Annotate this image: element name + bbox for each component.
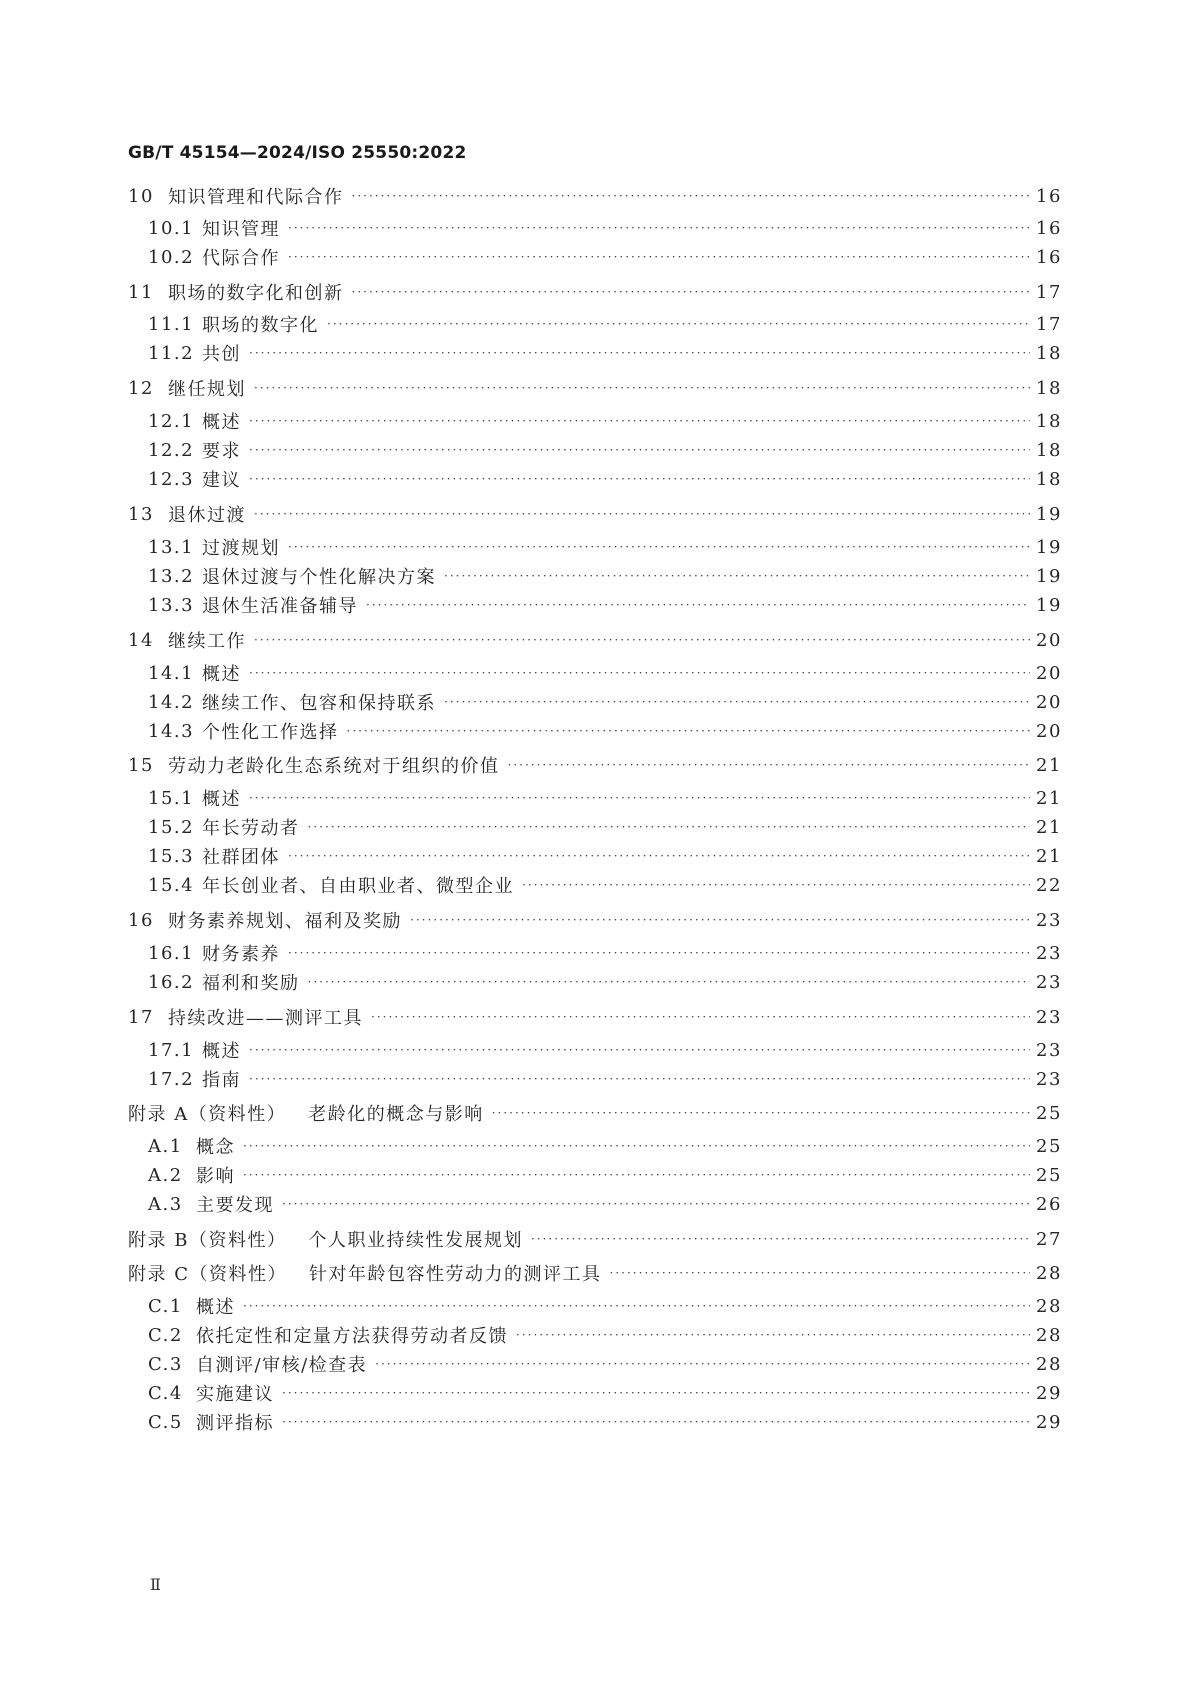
toc-entry-title: 概念	[196, 1137, 235, 1158]
toc-entry-title: 代际合作	[202, 248, 280, 269]
toc-entry-title: 概述	[202, 412, 241, 433]
toc-entry-page: 19	[1036, 594, 1062, 616]
toc-entry-number: 10	[128, 185, 154, 207]
toc-entry-page: 16	[1036, 217, 1062, 239]
toc-entry-number: 附录 B（资料性）	[128, 1230, 287, 1251]
toc-entry-title: 依托定性和定量方法获得劳动者反馈	[196, 1326, 508, 1347]
toc-entry-title: 福利和奖励	[202, 973, 300, 994]
toc-leader-dots	[444, 561, 1030, 591]
toc-entry-page: 18	[1036, 342, 1062, 364]
toc-leader-dots	[288, 938, 1030, 968]
toc-entry-title: 过渡规划	[202, 538, 280, 559]
toc-entry-page: 23	[1036, 1006, 1062, 1028]
toc-entry[interactable]	[128, 1189, 1062, 1219]
toc-entry-page: 27	[1036, 1228, 1062, 1250]
toc-entry-page: 18	[1036, 377, 1062, 399]
toc-leader-dots	[243, 1131, 1030, 1161]
toc-entry-page: 17	[1036, 313, 1062, 335]
toc-entry[interactable]	[128, 242, 1062, 272]
toc-entry-number: 16.1	[148, 942, 195, 964]
toc-entry-page: 18	[1036, 410, 1062, 432]
toc-leader-dots	[254, 499, 1030, 529]
toc-entry[interactable]	[128, 499, 1062, 529]
toc-entry-page: 21	[1036, 845, 1062, 867]
toc-entry-number: 17	[128, 1006, 154, 1028]
toc-entry-number: 15	[128, 754, 154, 776]
toc-entry[interactable]	[128, 464, 1062, 494]
toc-entry[interactable]	[128, 590, 1062, 620]
toc-entry[interactable]	[128, 1378, 1062, 1408]
toc-entry-title: 概述	[202, 1041, 241, 1062]
toc-entry-title: 持续改进——测评工具	[168, 1008, 363, 1029]
toc-entry-number: 12.2	[148, 439, 195, 461]
toc-entry[interactable]	[128, 1258, 1062, 1288]
toc-leader-dots	[249, 338, 1030, 368]
toc-entry-number: 16.2	[148, 971, 195, 993]
toc-entry-number: C.5	[148, 1411, 183, 1433]
toc-entry-page: 21	[1036, 754, 1062, 776]
toc-entry-number: 14.3	[148, 720, 195, 742]
toc-entry-page: 29	[1036, 1411, 1062, 1433]
toc-leader-dots	[410, 905, 1030, 935]
toc-leader-dots	[444, 687, 1030, 717]
toc-entry-page: 28	[1036, 1324, 1062, 1346]
toc-leader-dots	[347, 716, 1031, 746]
toc-entry[interactable]	[128, 967, 1062, 997]
toc-entry-page: 28	[1036, 1353, 1062, 1375]
toc-entry-page: 28	[1036, 1295, 1062, 1317]
toc-leader-dots	[610, 1258, 1031, 1288]
toc-entry-title: 职场的数字化和创新	[168, 283, 344, 304]
toc-entry-number: 12	[128, 377, 154, 399]
toc-entry-title: 退休生活准备辅导	[202, 596, 358, 617]
toc-entry-number: 14	[128, 629, 154, 651]
toc-entry-page: 25	[1036, 1164, 1062, 1186]
toc-entry-title: 继续工作、包容和保持联系	[202, 693, 436, 714]
toc-leader-dots	[249, 406, 1030, 436]
toc-leader-dots	[516, 1320, 1030, 1350]
toc-entry-title: 实施建议	[196, 1384, 274, 1405]
toc-leader-dots	[327, 309, 1030, 339]
toc-entry[interactable]	[128, 658, 1062, 688]
toc-entry-title: 测评指标	[196, 1413, 274, 1434]
toc-entry-title: 概述	[202, 664, 241, 685]
toc-entry-page: 20	[1036, 720, 1062, 742]
toc-leader-dots	[531, 1224, 1030, 1254]
toc-entry-title: 指南	[202, 1070, 241, 1091]
toc-entry[interactable]	[128, 1160, 1062, 1190]
toc-entry-number: 15.1	[148, 787, 195, 809]
toc-leader-dots	[282, 1407, 1030, 1437]
toc-entry[interactable]	[128, 406, 1062, 436]
toc-entry-number: 12.1	[148, 410, 195, 432]
toc-leader-dots	[249, 1064, 1030, 1094]
toc-entry-number: 15.4	[148, 874, 195, 896]
toc-entry-page: 26	[1036, 1193, 1062, 1215]
toc-entry-number: 13	[128, 503, 154, 525]
toc-entry-title: 共创	[202, 344, 241, 365]
toc-entry-number: 12.3	[148, 468, 195, 490]
toc-entry[interactable]	[128, 625, 1062, 655]
toc-entry-page: 28	[1036, 1262, 1062, 1284]
toc-entry-number: 11.1	[148, 313, 195, 335]
toc-leader-dots	[249, 783, 1030, 813]
toc-leader-dots	[375, 1349, 1030, 1379]
toc-entry-title: 建议	[202, 470, 241, 491]
toc-entry[interactable]	[128, 841, 1062, 871]
toc-entry[interactable]	[128, 373, 1062, 403]
toc-entry-page: 22	[1036, 874, 1062, 896]
toc-entry-title: 年长劳动者	[202, 818, 300, 839]
toc-entry[interactable]	[128, 213, 1062, 243]
toc-entry-title: 社群团体	[202, 847, 280, 868]
toc-entry[interactable]	[128, 1291, 1062, 1321]
toc-leader-dots	[254, 373, 1030, 403]
toc-entry-title: 财务素养	[202, 944, 280, 965]
toc-entry-title: 要求	[202, 441, 241, 462]
toc-entry[interactable]	[128, 783, 1062, 813]
toc-entry-number: 15.2	[148, 816, 195, 838]
toc-entry-page: 20	[1036, 629, 1062, 651]
toc-entry-page: 17	[1036, 281, 1062, 303]
toc-entry-number: 附录 C（资料性）	[128, 1264, 287, 1285]
toc-entry-title: 主要发现	[196, 1195, 274, 1216]
toc-entry[interactable]	[128, 338, 1062, 368]
toc-entry-number: 13.3	[148, 594, 195, 616]
toc-entry[interactable]	[128, 687, 1062, 717]
toc-entry-number: 15.3	[148, 845, 195, 867]
toc-leader-dots	[352, 181, 1031, 211]
toc-entry-page: 20	[1036, 662, 1062, 684]
toc-entry-title: 财务素养规划、福利及奖励	[168, 911, 402, 932]
toc-entry[interactable]	[128, 1064, 1062, 1094]
toc-entry-title: 继续工作	[168, 631, 246, 652]
toc-entry-page: 18	[1036, 468, 1062, 490]
toc-entry-number: C.2	[148, 1324, 183, 1346]
toc-leader-dots	[282, 1378, 1030, 1408]
toc-entry-page: 19	[1036, 503, 1062, 525]
toc-entry[interactable]	[128, 812, 1062, 842]
toc-entry-number: 14.2	[148, 691, 195, 713]
toc-entry-page: 25	[1036, 1135, 1062, 1157]
toc-entry-title: 影响	[196, 1166, 235, 1187]
toc-entry-number: C.3	[148, 1353, 183, 1375]
toc-entry[interactable]	[128, 905, 1062, 935]
toc-entry[interactable]	[128, 938, 1062, 968]
toc-entry-title: 老龄化的概念与影响	[308, 1104, 484, 1125]
toc-entry[interactable]	[128, 1224, 1062, 1254]
toc-entry-title: 继任规划	[168, 379, 246, 400]
toc-entry-number: 13.2	[148, 565, 195, 587]
toc-leader-dots	[243, 1160, 1030, 1190]
toc-entry-title: 知识管理和代际合作	[168, 187, 344, 208]
toc-entry-number: 11.2	[148, 342, 195, 364]
toc-leader-dots	[249, 1035, 1030, 1065]
toc-entry[interactable]	[128, 870, 1062, 900]
page-number: Ⅱ	[150, 1575, 161, 1594]
toc-leader-dots	[254, 625, 1030, 655]
toc-leader-dots	[352, 277, 1031, 307]
toc-entry-title: 知识管理	[202, 219, 280, 240]
toc-entry-page: 19	[1036, 536, 1062, 558]
toc-entry[interactable]	[128, 1002, 1062, 1032]
toc-entry[interactable]	[128, 309, 1062, 339]
toc-entry-title: 概述	[202, 789, 241, 810]
toc-entry[interactable]	[128, 716, 1062, 746]
toc-entry-number: C.4	[148, 1382, 183, 1404]
toc-leader-dots	[308, 812, 1031, 842]
toc-entry-page: 23	[1036, 909, 1062, 931]
toc-entry[interactable]	[128, 1098, 1062, 1128]
toc-entry[interactable]	[128, 1349, 1062, 1379]
toc-entry-number: A.2	[148, 1164, 183, 1186]
toc-entry-number: A.3	[148, 1193, 183, 1215]
document-code-header: GB/T 45154—2024/ISO 25550:2022	[128, 143, 467, 163]
toc-entry-number: 13.1	[148, 536, 195, 558]
toc-entry[interactable]	[128, 181, 1062, 211]
toc-entry-page: 23	[1036, 1068, 1062, 1090]
toc-entry-title: 年长创业者、自由职业者、微型企业	[202, 876, 514, 897]
toc-leader-dots	[522, 870, 1030, 900]
toc-entry[interactable]	[128, 532, 1062, 562]
toc-entry-page: 16	[1036, 246, 1062, 268]
toc-leader-dots	[249, 658, 1030, 688]
toc-entry-number: 10.2	[148, 246, 195, 268]
toc-entry-page: 16	[1036, 185, 1062, 207]
toc-leader-dots	[282, 1189, 1030, 1219]
toc-leader-dots	[243, 1291, 1030, 1321]
toc-entry-page: 25	[1036, 1102, 1062, 1124]
toc-entry-title: 自测评/审核/检查表	[196, 1355, 368, 1376]
toc-leader-dots	[492, 1098, 1030, 1128]
toc-entry-page: 23	[1036, 942, 1062, 964]
toc-entry[interactable]	[128, 277, 1062, 307]
toc-entry-number: 10.1	[148, 217, 195, 239]
toc-entry-number: 14.1	[148, 662, 195, 684]
toc-entry[interactable]	[128, 1320, 1062, 1350]
toc-entry-title: 退休过渡	[168, 505, 246, 526]
toc-entry-page: 21	[1036, 787, 1062, 809]
toc-entry-page: 20	[1036, 691, 1062, 713]
toc-entry-number: A.1	[148, 1135, 183, 1157]
toc-entry-page: 23	[1036, 1039, 1062, 1061]
toc-entry[interactable]	[128, 561, 1062, 591]
toc-leader-dots	[249, 464, 1030, 494]
toc-entry[interactable]	[128, 435, 1062, 465]
toc-entry[interactable]	[128, 750, 1062, 780]
toc-leader-dots	[288, 841, 1030, 871]
toc-entry-page: 29	[1036, 1382, 1062, 1404]
toc-leader-dots	[308, 967, 1031, 997]
toc-leader-dots	[371, 1002, 1030, 1032]
toc-entry[interactable]	[128, 1131, 1062, 1161]
toc-leader-dots	[366, 590, 1030, 620]
toc-entry-page: 18	[1036, 439, 1062, 461]
toc-entry-page: 23	[1036, 971, 1062, 993]
toc-entry-title: 职场的数字化	[202, 315, 319, 336]
toc-entry-title: 个性化工作选择	[202, 722, 339, 743]
toc-entry-number: 附录 A（资料性）	[128, 1104, 287, 1125]
toc-entry-title: 个人职业持续性发展规划	[308, 1230, 523, 1251]
toc-entry-number: 16	[128, 909, 154, 931]
toc-entry[interactable]	[128, 1407, 1062, 1437]
toc-entry-title: 针对年龄包容性劳动力的测评工具	[309, 1264, 602, 1285]
toc-entry-title: 概述	[196, 1297, 235, 1318]
toc-leader-dots	[508, 750, 1031, 780]
toc-entry-title: 退休过渡与个性化解决方案	[202, 567, 436, 588]
toc-entry[interactable]	[128, 1035, 1062, 1065]
toc-entry-title: 劳动力老龄化生态系统对于组织的价值	[168, 756, 500, 777]
toc-entry-number: 17.2	[148, 1068, 195, 1090]
toc-leader-dots	[288, 213, 1030, 243]
toc-entry-page: 19	[1036, 565, 1062, 587]
toc-leader-dots	[288, 532, 1030, 562]
toc-entry-page: 21	[1036, 816, 1062, 838]
toc-entry-number: 17.1	[148, 1039, 195, 1061]
toc-entry-number: 11	[128, 281, 154, 303]
toc-leader-dots	[249, 435, 1030, 465]
toc-leader-dots	[288, 242, 1030, 272]
toc-entry-number: C.1	[148, 1295, 183, 1317]
